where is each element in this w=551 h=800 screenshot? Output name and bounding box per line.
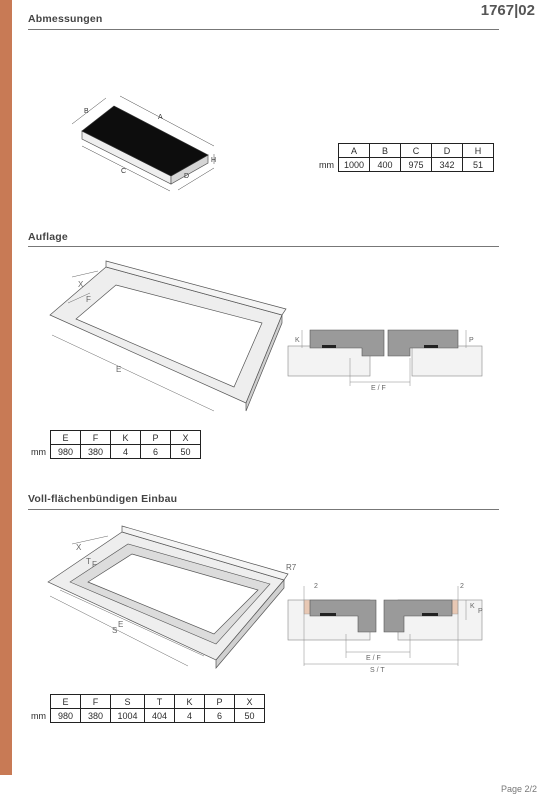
table-header: B — [370, 144, 401, 158]
dimensions-table — [312, 143, 494, 172]
dim-label-gap-left: 2 — [314, 583, 318, 590]
flush-mount-drawing — [38, 520, 308, 680]
table-cell: 4 — [111, 445, 141, 459]
dim-label-e: E — [118, 620, 124, 629]
dim-label-c: C — [121, 168, 127, 175]
table-unit: mm — [31, 710, 46, 721]
dim-label-ef: E / F — [366, 655, 381, 662]
table-cell: 400 — [370, 158, 401, 172]
dim-label-f: F — [86, 295, 91, 304]
dim-label-d: D — [184, 173, 190, 180]
dim-label-gap-right: 2 — [460, 583, 464, 590]
table-cell: 1004 — [111, 709, 145, 723]
table-cell: 1000 — [339, 158, 370, 172]
dim-label-b: B — [84, 108, 89, 115]
table-header: S — [111, 695, 145, 709]
table-unit: mm — [319, 159, 334, 170]
table-unit: mm — [31, 446, 46, 457]
dim-label-k: K — [470, 603, 475, 610]
flush-table — [28, 694, 265, 723]
section-rule — [28, 509, 499, 510]
dim-label-t: T — [86, 557, 91, 566]
table-cell: 51 — [463, 158, 494, 172]
section-rule — [28, 29, 499, 30]
table-header: T — [145, 695, 175, 709]
dim-label-s: S — [112, 626, 118, 635]
section-title-flush-mount: Voll-flächenbündigen Einbau — [28, 493, 178, 505]
table-cell: 980 — [51, 445, 81, 459]
table-cell: 380 — [81, 445, 111, 459]
dim-label-p: P — [478, 608, 483, 615]
support-table — [28, 430, 201, 459]
table-cell: 380 — [81, 709, 111, 723]
table-header: F — [81, 695, 111, 709]
table-cell: 980 — [51, 709, 81, 723]
cooktop-dimension-drawing — [0, 40, 551, 220]
table-cell: 342 — [432, 158, 463, 172]
page-number: Page 2/2 — [500, 784, 537, 794]
section-title-dimensions: Abmessungen — [28, 13, 103, 25]
table-header: A — [339, 144, 370, 158]
table-header: P — [141, 431, 171, 445]
dim-label-x: X — [78, 280, 84, 289]
dim-label-r7: R7 — [286, 563, 297, 572]
table-cell: 975 — [401, 158, 432, 172]
dim-label-ef: E / F — [371, 385, 386, 392]
dim-label-k: K — [295, 337, 300, 344]
table-header: D — [432, 144, 463, 158]
table-cell: 404 — [145, 709, 175, 723]
table-header: K — [175, 695, 205, 709]
document-number: 1767|02 — [480, 2, 535, 19]
table-cell: 6 — [205, 709, 235, 723]
dim-label-a: A — [158, 114, 163, 121]
table-header: E — [51, 695, 81, 709]
table-cell: 6 — [141, 445, 171, 459]
table-header: H — [463, 144, 494, 158]
section-title-support: Auflage — [28, 231, 68, 243]
table-header: P — [205, 695, 235, 709]
table-cell: 50 — [235, 709, 265, 723]
dim-label-e: E — [116, 365, 122, 374]
support-section-drawing — [286, 316, 486, 396]
support-mount-drawing — [38, 255, 288, 425]
table-header: X — [171, 431, 201, 445]
table-header: X — [235, 695, 265, 709]
table-header: K — [111, 431, 141, 445]
section-rule — [28, 246, 499, 247]
dim-label-x: X — [76, 543, 82, 552]
table-header: C — [401, 144, 432, 158]
dim-label-st: S / T — [370, 667, 385, 674]
dim-label-p: P — [469, 337, 474, 344]
table-cell: 50 — [171, 445, 201, 459]
dim-label-f: F — [92, 560, 97, 569]
dim-label-h: H — [211, 157, 217, 164]
flush-section-drawing — [286, 580, 486, 674]
table-header: F — [81, 431, 111, 445]
table-header: E — [51, 431, 81, 445]
table-cell: 4 — [175, 709, 205, 723]
